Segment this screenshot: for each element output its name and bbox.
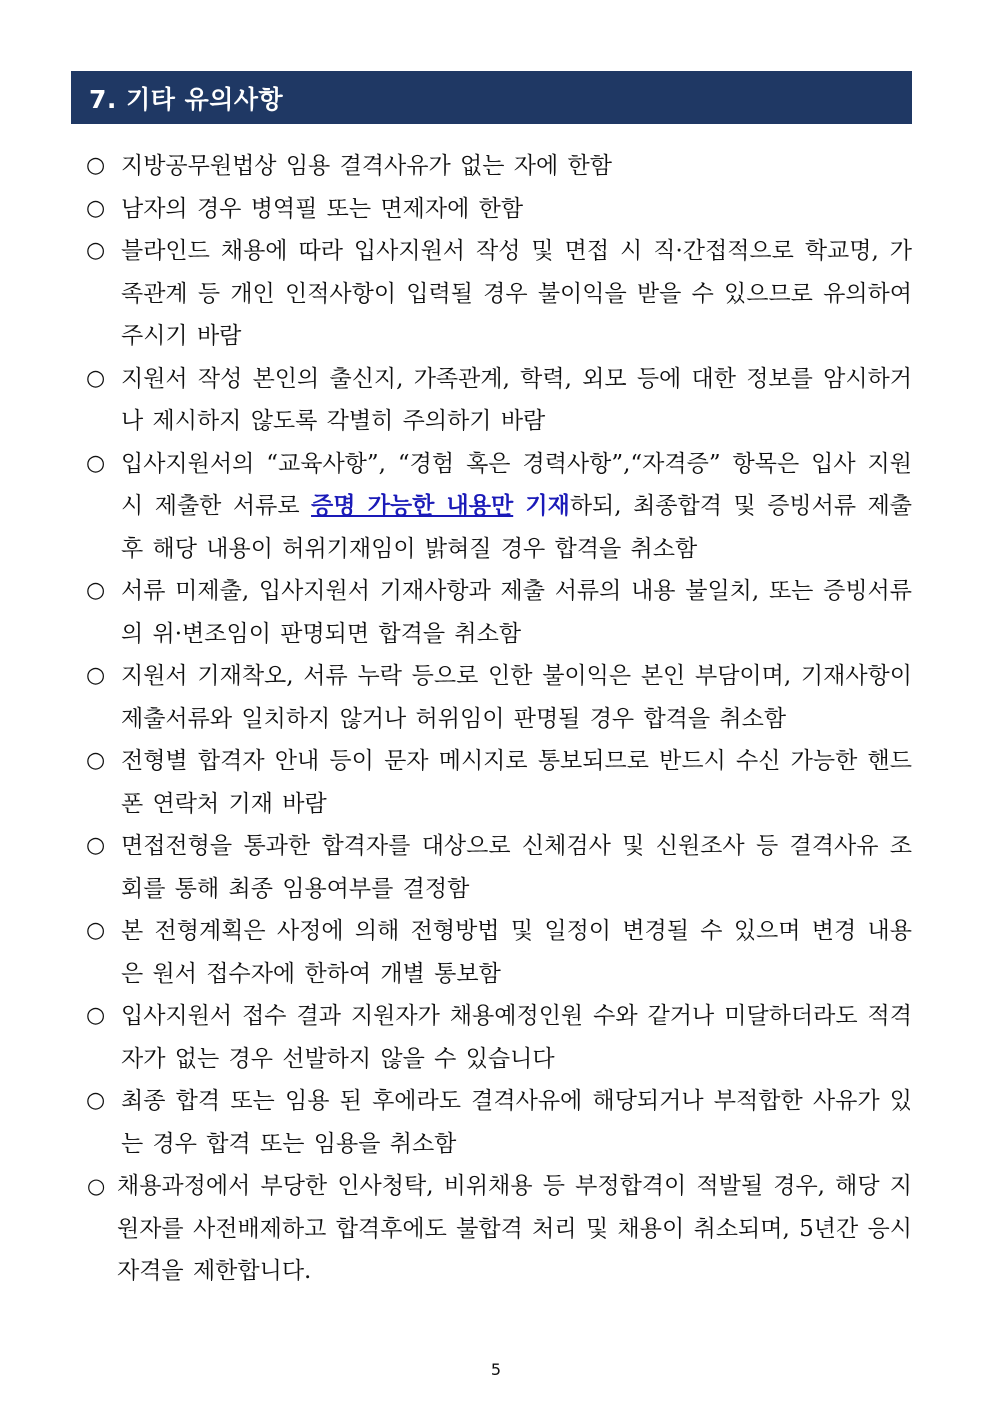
list-item bbox=[84, 995, 912, 1080]
list-item bbox=[84, 358, 912, 443]
circle-bullet-icon: ○ bbox=[86, 1088, 106, 1113]
list-item bbox=[84, 188, 912, 231]
section-header bbox=[71, 71, 912, 124]
circle-bullet-icon: ○ bbox=[86, 663, 106, 688]
item-text: 남자의 경우 병역필 또는 면제자에 한함 bbox=[121, 195, 524, 222]
item-text: 블라인드 채용에 따라 입사지원서 작성 및 면접 시 직·간접적으로 학교명, 가족관계 등 개인 인적사항이 입력될 경우 불이익을 받을 수 있으므로 유의하여 주시기 바람 bbox=[121, 238, 912, 349]
item-text: 입사지원서 접수 결과 지원자가 채용예정인원 수와 같거나 미달하더라도 적격자가 없는 경우 선발하지 않을 수 있습니다 bbox=[121, 1003, 912, 1072]
item-text: 서류 미제출, 입사지원서 기재사항과 제출 서류의 내용 불일치, 또는 증빙서류의 위·변조임이 판명되면 합격을 취소함 bbox=[121, 578, 912, 647]
item-text: 면접전형을 통과한 합격자를 대상으로 신체검사 및 신원조사 등 결격사유 조회를 통해 최종 임용여부를 결정함 bbox=[121, 833, 912, 902]
list-item bbox=[84, 740, 912, 825]
circle-bullet-icon: ○ bbox=[86, 153, 106, 178]
emphasized-underlined-text: 증명 가능한 내용만 bbox=[311, 492, 514, 519]
section-title: 7. 기타 유의사항 bbox=[89, 84, 284, 114]
item-text-before: 입사지원서의 “교육사항”, “경험 혹은 경력사항”,“자격증” 항목은 입사 지원 시 제출한 서류로 bbox=[121, 450, 912, 519]
item-text: 채용과정에서 부당한 인사청탁, 비위채용 등 부정합격이 적발될 경우, 해당 지원자를 사전배제하고 합격후에도 불합격 처리 및 채용이 취소되며, 5년간 응시자격을 제한합니다. bbox=[117, 1173, 912, 1284]
circle-bullet-icon: ○ bbox=[86, 1003, 106, 1028]
circle-bullet-icon: ○ bbox=[86, 195, 106, 221]
circle-bullet-icon: ○ bbox=[86, 450, 106, 476]
circle-bullet-icon: ○ bbox=[86, 748, 106, 773]
list-item bbox=[84, 825, 912, 910]
emphasized-text: 기재 bbox=[513, 492, 570, 519]
list-item bbox=[84, 655, 912, 740]
item-text: 지방공무원법상 임용 결격사유가 없는 자에 한함 bbox=[121, 153, 612, 179]
circle-bullet-icon: ○ bbox=[86, 365, 106, 391]
circle-bullet-icon: ○ bbox=[86, 578, 106, 603]
item-text: 지원서 작성 본인의 출신지, 가족관계, 학력, 외모 등에 대한 정보를 암시하거나 제시하지 않도록 각별히 주의하기 바람 bbox=[121, 365, 912, 434]
list-item bbox=[84, 570, 912, 655]
item-text: 지원서 기재착오, 서류 누락 등으로 인한 불이익은 본인 부담이며, 기재사항이 제출서류와 일치하지 않거나 허위임이 판명될 경우 합격을 취소함 bbox=[121, 663, 912, 732]
item-text: 최종 합격 또는 임용 된 후에라도 결격사유에 해당되거나 부적합한 사유가 있는 경우 합격 또는 임용을 취소함 bbox=[121, 1088, 912, 1157]
notice-list bbox=[84, 145, 912, 1293]
item-text-after: 하되, 최종합격 및 증빙서류 제출 후 해당 내용이 허위기재임이 밝혀질 경우 합격을 취소함 bbox=[121, 493, 913, 562]
page-number: 5 bbox=[490, 1360, 502, 1379]
list-item bbox=[84, 1080, 912, 1165]
circle-bullet-icon: ○ bbox=[86, 918, 106, 943]
list-item bbox=[84, 1165, 912, 1293]
circle-bullet-icon: ○ bbox=[86, 833, 106, 858]
list-item bbox=[84, 910, 912, 995]
item-text: 전형별 합격자 안내 등이 문자 메시지로 통보되므로 반드시 수신 가능한 핸드폰 연락처 기재 바람 bbox=[121, 748, 912, 817]
list-item bbox=[84, 145, 912, 188]
list-item bbox=[84, 230, 912, 358]
item-text: 본 전형계획은 사정에 의해 전형방법 및 일정이 변경될 수 있으며 변경 내용은 원서 접수자에 한하여 개별 통보함 bbox=[121, 918, 912, 987]
circle-bullet-icon: ○ bbox=[86, 238, 106, 263]
circle-bullet-icon: ○ bbox=[87, 1174, 106, 1198]
list-item bbox=[84, 443, 912, 571]
